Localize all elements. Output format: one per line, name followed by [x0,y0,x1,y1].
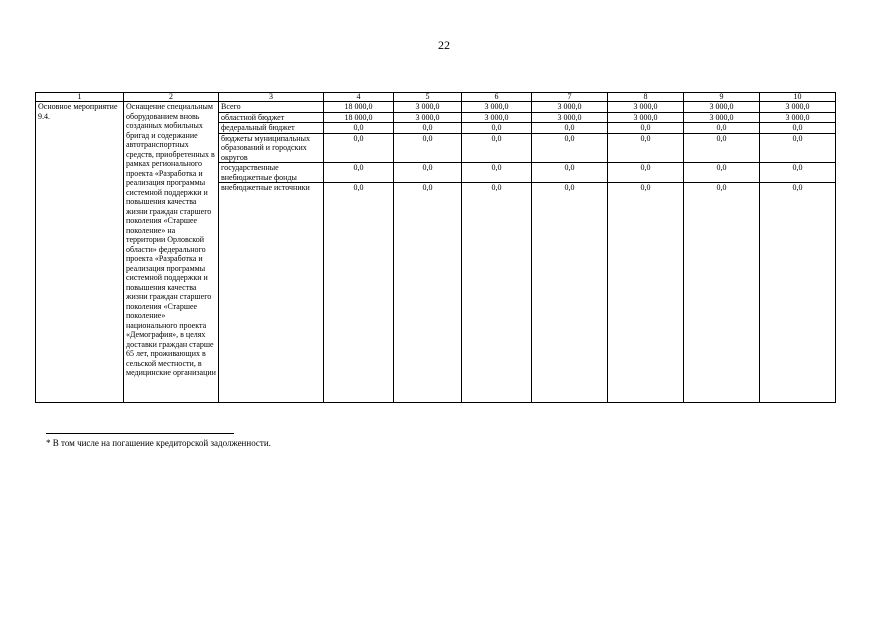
value-cell: 0,0 [760,183,836,403]
value-cell: 0,0 [608,163,684,183]
value-cell: 0,0 [684,183,760,403]
value-cell: 0,0 [394,123,462,134]
value-cell: 0,0 [394,163,462,183]
value-cell: 0,0 [684,133,760,163]
value-cell: 3 000,0 [608,112,684,123]
footnote-separator [46,433,234,434]
value-cell: 3 000,0 [462,102,532,113]
value-cell: 18 000,0 [324,112,394,123]
value-cell: 0,0 [532,183,608,403]
column-number-cell: 3 [219,93,324,102]
column-number-cell: 10 [760,93,836,102]
value-cell: 0,0 [532,123,608,134]
funding-source-cell: областной бюджет [219,112,324,123]
column-number-cell: 4 [324,93,394,102]
value-cell: 3 000,0 [532,112,608,123]
page-number: 22 [438,38,450,52]
column-number-cell: 8 [608,93,684,102]
value-cell: 0,0 [760,163,836,183]
value-cell: 3 000,0 [394,112,462,123]
table-row [36,102,836,113]
value-cell: 3 000,0 [760,102,836,113]
funding-source-cell: федеральный бюджет [219,123,324,134]
value-cell: 3 000,0 [684,112,760,123]
value-cell: 0,0 [462,123,532,134]
column-number-cell: 7 [532,93,608,102]
value-cell: 0,0 [684,163,760,183]
column-number-cell: 9 [684,93,760,102]
value-cell: 0,0 [394,133,462,163]
value-cell: 0,0 [324,123,394,134]
funding-source-cell: Всего [219,102,324,113]
value-cell: 0,0 [532,163,608,183]
value-cell: 3 000,0 [462,112,532,123]
value-cell: 3 000,0 [532,102,608,113]
funding-source-cell: государственные внебюджетные фонды [219,163,324,183]
value-cell: 0,0 [608,123,684,134]
funding-source-cell: бюджеты муниципальных образований и городских округов [219,133,324,163]
column-number-cell: 1 [36,93,124,102]
value-cell: 0,0 [608,133,684,163]
footnote: * В том числе на погашение кредиторской задолженности. [46,438,271,448]
column-number-cell: 5 [394,93,462,102]
activity-description-cell: Оснащение специальным оборудованием вновь созданных мобильных бригад и содержание автотранспортных средств, приобретенных в рамках регионального проекта «Разработка и реализация программы системной поддержки и повышения качества жизни граждан старшего поколения «Старшее поколение» на территории Орловской области» федерального проекта «Разработка и реализация программы системной поддержки и повышения качества жизни граждан старшего поколения «Старшее поколение» национального проекта «Демография», в целях доставки граждан старше 65 лет, проживающих в сельской местности, в медицинские организации [124,102,219,403]
funding-source-cell: внебюджетные источники [219,183,324,403]
budget-table [35,92,836,403]
value-cell: 0,0 [608,183,684,403]
value-cell: 0,0 [394,183,462,403]
value-cell: 0,0 [462,183,532,403]
value-cell: 3 000,0 [394,102,462,113]
value-cell: 0,0 [324,133,394,163]
column-number-cell: 6 [462,93,532,102]
value-cell: 18 000,0 [324,102,394,113]
column-number-cell: 2 [124,93,219,102]
value-cell: 0,0 [324,163,394,183]
value-cell: 0,0 [324,183,394,403]
column-number-row [36,93,836,102]
value-cell: 0,0 [462,133,532,163]
value-cell: 0,0 [684,123,760,134]
activity-name-cell: Основное мероприятие 9.4. [36,102,124,403]
value-cell: 3 000,0 [608,102,684,113]
value-cell: 0,0 [760,133,836,163]
value-cell: 0,0 [760,123,836,134]
value-cell: 3 000,0 [760,112,836,123]
value-cell: 0,0 [462,163,532,183]
value-cell: 3 000,0 [684,102,760,113]
value-cell: 0,0 [532,133,608,163]
